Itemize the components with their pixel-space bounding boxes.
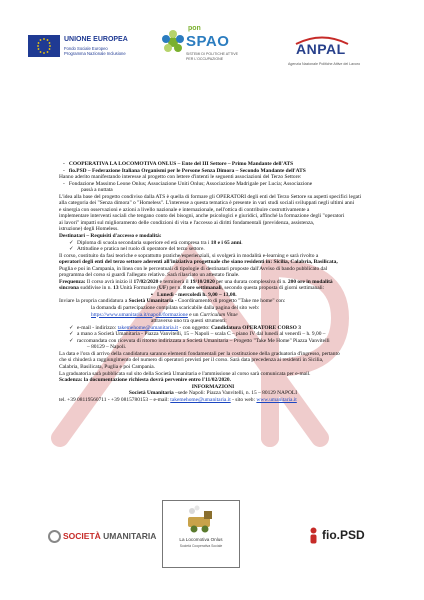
contact-email-link[interactable]: takemehome@umanitaria.it: [170, 396, 231, 403]
channel-email-subject-label: - con oggetto:: [178, 324, 211, 331]
info-phone-text: tel. +39 08119560711 - +39 0815780153 – e-mail:: [59, 396, 171, 403]
paragraph-idea-2: alla categoria dei "Senza dimora" o "Homeless". L'interesse a questa tematica è presente in vari studi sociali sviluppati negli ultimi anni: [59, 200, 355, 207]
anpal-subtitle: Agenzia Nazionale Politiche Attive del Lavoro: [288, 62, 361, 66]
eu-subtitle: [64, 46, 126, 56]
pon-spao-logo: [158, 25, 239, 70]
member-line-locomotiva: - COOPERATIVA LA LOCOMOTIVA ONLUS – Ente del III Settore – Primo Mandante dell'ATS: [63, 161, 294, 167]
apply-intro: Inviare la propria candidatura a: [59, 298, 129, 305]
la-locomotiva-logo: [162, 500, 240, 568]
member-locomotiva-text: COOPERATIVA LA LOCOMOTIVA ONLUS – Ente del III Settore – Primo Mandante dell'ATS: [68, 161, 294, 167]
eu-logo: [28, 35, 138, 65]
ranking-paragraph-4: La graduatoria sarà pubblicata sul sito della Società Umanitaria e l'ammissione al corso sarà comunicata per e-mail.: [59, 370, 311, 377]
apply-project: - Coordinamento di progetto "Take me home" con:: [173, 298, 286, 305]
eu-flag-icon: [28, 35, 60, 57]
checkmark-icon: ✓: [69, 331, 74, 338]
member-line-fiopsd: - fio.PSD – Federazione Italiana Organismi per le Persone Senza Dimora – Secondo Mandante dell'ATS: [63, 167, 306, 174]
frequency-end-date: 19/10/2020: [190, 278, 215, 285]
frequency-duration-text: per una durata complessiva di n.: [214, 278, 288, 285]
deadline-date: 11/02/2020.: [205, 377, 231, 384]
schedule-days: ▪ Lunedì - mercoledì h. 9,00 – 13,00.: [151, 291, 237, 298]
paragraph-idea-1: L'idea alla base del progetto condiviso dalla ATS è quella di formare gli OPERATORI degli enti del Terzo Settore su aspetti specifici legati: [59, 193, 362, 200]
anpal-logo: [282, 33, 362, 73]
course-paragraph-3: Puglia e poi in Campania, in linea con le percentuali di tipologie di destinatari proposte dall'Avviso di bando pubblicato dal: [59, 265, 328, 272]
umanitaria-word2: UMANITARIA: [103, 531, 157, 541]
apply-cv-text: Curriculum Vitae: [199, 311, 238, 318]
fio-psd-name: fio.PSD: [322, 528, 365, 542]
frequency-per-text: ) per n.: [166, 285, 184, 292]
requirement-item-1: ✓ Diploma di scuola secondaria superiore ed età compresa tra i 18 e i 65 anni.: [69, 239, 243, 246]
apply-line-4: attraverso uno tra questi strumenti:: [151, 318, 227, 325]
spao-subtitle-line2: PER L'OCCUPAZIONE: [186, 56, 224, 61]
training-page-link[interactable]: https://www.umanitaria.it/napoli/formazione: [91, 311, 188, 318]
locomotiva-name: La Locomotiva Onlus: [179, 537, 223, 542]
requirement-1-age: 18 e i 65 anni: [210, 239, 242, 246]
fio-psd-logo: [306, 526, 376, 548]
adhesion-list-cont: passà a nuttata: [81, 187, 113, 194]
frequency-hours: 200 ore in modalità: [287, 278, 333, 285]
paragraph-idea-5: ai lavori" impatti sul miglioramento delle condizioni di vita e l'accesso ai diritti fondamentali (previdenza, assistenza,: [59, 219, 315, 226]
info-contacts: [59, 397, 367, 404]
apply-organisation: Società Umanitaria: [128, 298, 174, 305]
frequency-end-text: e terminerà il: [158, 278, 191, 285]
checkmark-icon: ✓: [69, 246, 74, 253]
website-link[interactable]: www.umanitaria.it: [256, 396, 297, 403]
frequency-uf-text: Unità Formative (: [118, 285, 159, 292]
frequency-days-text: , secondo questa proposta di giorni settimanali:: [221, 285, 325, 292]
eu-subtitle-line2: Programma Nazionale Inclusione: [64, 51, 126, 56]
channel-mail-cont: – 80129 – Napoli.: [87, 344, 127, 351]
ranking-paragraph-1: La data e l'ora di arrivo della candidatura saranno elementi fondamentali per la costituzione della graduatoria d'ingresso, pertanto: [59, 350, 340, 357]
channel-email-subject: Candidatura OPERATORE CORSO 3: [210, 324, 301, 331]
info-heading: INFORMAZIONI: [191, 383, 235, 390]
member-fiopsd-text: fio.PSD – Federazione Italiana Organismi per le Persone Senza Dimora – Secondo Mandante dell'ATS: [68, 167, 306, 174]
requirement-1-text: Diploma di scuola secondaria superiore ed età compresa tra i: [77, 239, 211, 246]
frequency-sync: sincrona: [59, 285, 79, 292]
paragraph-idea-6: istruzione) degli Homeless.: [59, 226, 119, 233]
channel-hand-text: a mano a Società Umanitaria - Piazza Vanvitelli, 15 – Napoli – scala C – piano IV dal lunedì al venerdì – h. 9,00 –: [77, 331, 326, 338]
spao-subtitle: [186, 52, 238, 61]
recipients-heading: Destinatari – Requisiti d'accesso e modalità:: [59, 233, 162, 240]
course-paragraph-1: Il corso, costituito da fasi teoriche e soprattutto pratiche/esperienziali, si svolgerà in modalità e-learning e sarà rivolto a: [59, 252, 319, 259]
apply-and-text: e un: [187, 311, 200, 318]
schedule-days-text: Lunedì - mercoledì h. 9,00 – 13,00.: [157, 291, 237, 298]
umanitaria-word1: SOCIETÀ: [63, 531, 101, 541]
ranking-paragraph-2: che si chiuderà a raggiungimento del numero di operatori previsti per il corso. Sarà data precedenza ai residenti in Sicilia,: [59, 357, 324, 364]
checkmark-icon: ✓: [69, 337, 74, 344]
channel-mail-text: raccomandata con ricevuta di ritorno indirizzata a Società Umanitaria – Progetto "Take Me Home" Piazza Vanvitelli: [77, 337, 330, 344]
course-paragraph-2: operatori degli enti del terzo settore aderenti all'iniziativa progettuale che siano residenti in: Sicilia, Calabria, Basilicata,: [59, 259, 338, 266]
spao-subtitle-line1: SISTEMI DI POLITICHE ATTIVE: [186, 52, 239, 56]
fio-figure-icon: [306, 527, 321, 544]
adhesion-list: - Fondazione Massimo Leone Onlus; Associazione Uniti Onlus; Associazione Madrigale per Lucia; Associazione: [63, 180, 313, 187]
adhesion-list-text: Fondazione Massimo Leone Onlus; Associazione Uniti Onlus; Associazione Madrigale per Lucia; Associazione: [68, 180, 313, 187]
spao-name: SPAO: [186, 33, 230, 50]
frequency-start-date: 17/02/2020: [133, 278, 159, 285]
frequency-weekly-hours: 8 ore settimanali: [183, 285, 222, 292]
paragraph-idea-4: implementare interventi sociali che tengano conto dei bisogni, anche psicologici e giuridici, affinché la formazione degli "operatori: [59, 213, 345, 220]
checkmark-icon: ✓: [69, 324, 74, 331]
document-body: [59, 161, 367, 403]
apply-line-2: la domanda di partecipazione compilata scaricabile dalla pagina del sito web:: [91, 305, 260, 312]
frequency-uf: UF: [158, 285, 167, 292]
anpal-name: ANPAL: [296, 41, 346, 57]
frequency-start-text: Il corso avrà inizio il: [85, 278, 134, 285]
channel-email-label: e-mail - indirizzo:: [77, 324, 118, 331]
eu-title: UNIONE EUROPEA: [64, 36, 128, 43]
ranking-paragraph-3: Calabria, Basilicata, Puglia e poi Campania.: [59, 363, 156, 370]
frequency-units-text: suddivise in n.: [78, 285, 114, 292]
umanitaria-wordmark: [63, 531, 156, 541]
locomotive-icon: [184, 505, 218, 535]
info-organisation: Società Umanitaria: [128, 390, 174, 397]
paragraph-idea-3: e sinergia con osservazioni e azioni a livello nazionale e internazionale, nell'ottica di contribuire costruttivamente a: [59, 206, 310, 213]
frequency-units-count: 13: [113, 285, 119, 292]
email-link[interactable]: takemehome@umanitaria.it: [117, 324, 179, 331]
info-address-text: –sede Napoli: Piazza Vanvitelli, n. 15 – 80129 NAPOLI: [173, 390, 298, 397]
info-site-label: - sito web:: [230, 396, 257, 403]
locomotiva-subtitle: Società Cooperativa Sociale: [179, 544, 223, 548]
checkmark-icon: ✓: [69, 239, 74, 246]
eu-subtitle-line1: Fondo Sociale Europeo: [64, 46, 108, 51]
course-paragraph-4: programma del corso si guardi l'allegato relativo. Sarà rilasciato un attestato finale.: [59, 272, 240, 279]
spao-prefix: pon: [188, 25, 201, 32]
deadline-text: Scadenza: la documentazione richiesta dovrà pervenire entro l': [59, 377, 206, 384]
societa-umanitaria-logo: [48, 528, 157, 548]
adhesion-intro: Hanno aderito manifestando interesse al progetto con lettere d'intenti le seguenti associazioni del Terzo Settore:: [59, 174, 302, 181]
frequency-label: Frequenza:: [59, 278, 86, 285]
umanitaria-circle-icon: [48, 530, 61, 543]
spao-flower-icon: [160, 29, 186, 55]
requirement-2-text: Attitudine e pratica nel ruolo di operatore del terzo settore.: [77, 246, 205, 253]
